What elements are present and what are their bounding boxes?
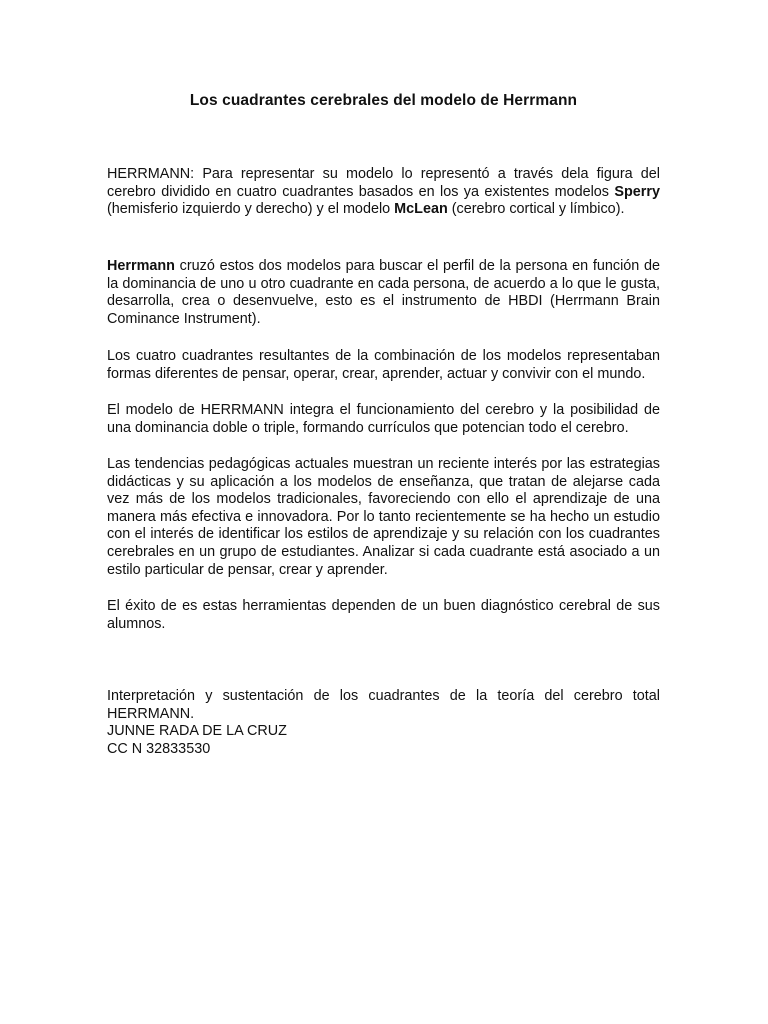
paragraph-four-quadrants xyxy=(107,348,660,383)
p2-bold-herrmann: Herrmann xyxy=(107,258,175,274)
paragraph-herrmann-crossed xyxy=(107,258,660,328)
footer-description: Interpretación y sustentación de los cuadrantes de la teoría del cerebro total HERRMANN. xyxy=(107,688,660,722)
p2-text-a: cruzó estos dos modelos para buscar el perfil de la persona en función de la dominancia de uno u otro cuadrante en cada persona, de acuerdo a lo que le gusta, desarrolla, crea o desenvuelve, esto es el instrumento de HBDI (Herrmann Brain Cominance Instrument). xyxy=(107,258,660,327)
p1-bold-sperry: Sperry xyxy=(614,183,660,200)
paragraph-exito xyxy=(107,598,660,633)
document-footer xyxy=(107,688,660,758)
paragraph-tendencias xyxy=(107,456,660,579)
paragraph-5-text: Las tendencias pedagógicas actuales muestran un reciente interés por las estrategias didácticas y su aplicación a los modelos de enseñanza, que tratan de alejarse cada vez más de los modelos tradicionales, favoreciendo con ello el aprendizaje de una manera más efectiva e innovadora. Por lo tanto recientemente se ha hecho un estudio con el interés de identificar los estilos de aprendizaje y su relación con los cuadrantes cerebrales en un grupo de estudiantes. Analizar si cada cuadrante está asociado a un estilo particular de pensar, crear y aprender. xyxy=(107,456,660,578)
footer-id: CC N 32833530 xyxy=(107,740,211,757)
paragraph-4-text: El modelo de HERRMANN integra el funcionamiento del cerebro y la posibilidad de una dominancia doble o triple, formando currículos que potencian todo el cerebro. xyxy=(107,402,660,436)
p1-text-a: HERRMANN: Para representar su modelo lo representó a través dela figura del cerebro dividido en cuatro cuadrantes basados en los ya existentes modelos xyxy=(107,166,660,200)
p1-bold-mclean: McLean xyxy=(394,201,448,218)
paragraph-herrmann-integra xyxy=(107,402,660,437)
p1-text-c: (cerebro cortical y límbico). xyxy=(447,201,625,218)
paragraph-6-text: El éxito de es estas herramientas dependen de un buen diagnóstico cerebral de sus alumnos. xyxy=(107,598,660,632)
footer-author: JUNNE RADA DE LA CRUZ xyxy=(107,723,287,740)
paragraph-3-text: Los cuatro cuadrantes resultantes de la combinación de los modelos representaban formas diferentes de pensar, operar, crear, aprender, actuar y convivir con el mundo. xyxy=(107,348,660,382)
paragraph-herrmann-model xyxy=(107,166,660,219)
paragraph-2-text xyxy=(107,258,660,328)
p1-text-b: (hemisferio izquierdo y derecho) y el modelo xyxy=(107,201,395,218)
document-title: Los cuadrantes cerebrales del modelo de Herrmann xyxy=(189,92,578,109)
paragraph-1-text xyxy=(107,166,660,219)
